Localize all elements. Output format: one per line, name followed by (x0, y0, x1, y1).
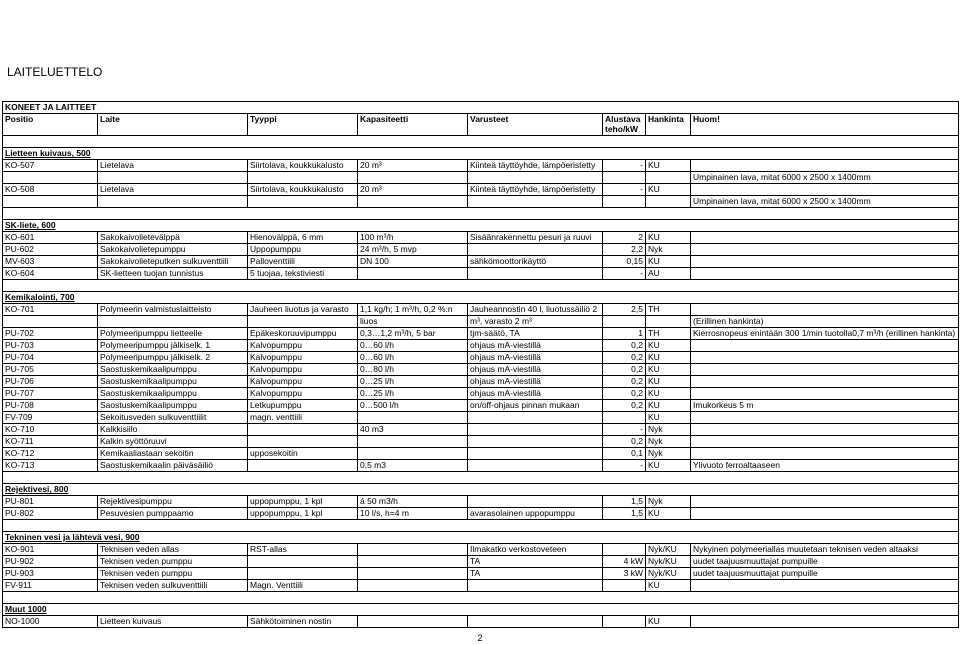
cell-laite: Kemikaaliastaan sekoitin (98, 448, 248, 460)
cell-laite (98, 316, 248, 328)
cell-pos: PU-703 (3, 340, 98, 352)
cell-tyyppi: magn. venttiili (248, 412, 358, 424)
cell-pos: FV-709 (3, 412, 98, 424)
cell-var (468, 268, 603, 280)
cell-kap (358, 436, 468, 448)
cell-var: Ilmakatko verkostoveteen (468, 544, 603, 556)
cell-huom (691, 244, 959, 256)
cell-laite (98, 172, 248, 184)
cell-var (468, 424, 603, 436)
cell-kap: 0…500 l/h (358, 400, 468, 412)
group-title: Tekninen vesi ja lähtevä vesi, 900 (3, 532, 959, 544)
group-title: Kemikalointi, 700 (3, 292, 959, 304)
cell-teho: 1,5 (603, 508, 646, 520)
document-title: LAITELUETTELO (7, 65, 103, 79)
table-row (3, 316, 959, 328)
cell-huom: Ylivuoto ferroaltaaseen (691, 460, 959, 472)
cell-pos: KO-712 (3, 448, 98, 460)
cell-huom (691, 496, 959, 508)
cell-hank: KU (646, 256, 691, 268)
cell-teho: - (603, 460, 646, 472)
cell-huom: Nykyinen polymeeriallas muutetaan teknisen veden altaaksi (691, 544, 959, 556)
cell-hank (646, 196, 691, 208)
cell-teho (603, 616, 646, 628)
cell-var (468, 448, 603, 460)
cell-laite: Saostuskemikaalin päiväsäiliö (98, 460, 248, 472)
table-row (3, 616, 959, 628)
table-row (3, 340, 959, 352)
cell-teho: 0,2 (603, 352, 646, 364)
cell-huom (691, 448, 959, 460)
cell-teho: 0,2 (603, 388, 646, 400)
spacer (3, 208, 959, 220)
cell-hank: KU (646, 412, 691, 424)
cell-huom (691, 424, 959, 436)
table-row (3, 256, 959, 268)
cell-kap: 0,3…1,2 m³/h, 5 bar (358, 328, 468, 340)
cell-kap (358, 268, 468, 280)
cell-huom (691, 160, 959, 172)
cell-laite: Teknisen veden pumppu (98, 556, 248, 568)
cell-hank: Nyk (646, 496, 691, 508)
cell-var: sähkömoottorikäyttö (468, 256, 603, 268)
cell-hank: Nyk (646, 424, 691, 436)
table-row (3, 424, 959, 436)
cell-var: ohjaus mA-viestillä (468, 388, 603, 400)
cell-hank: KU (646, 160, 691, 172)
author: Kiuru Rautiainen Oy (868, 0, 958, 11)
cell-laite: SK-lietteen tuojan tunnistus (98, 268, 248, 280)
cell-pos: MV-603 (3, 256, 98, 268)
cell-hank (646, 316, 691, 328)
group-title: SK-liete, 600 (3, 220, 959, 232)
cell-huom: Umpinainen lava, mitat 6000 x 2500 x 1400mm (691, 196, 959, 208)
column-header: Tyyppi (248, 114, 358, 136)
cell-hank: KU (646, 232, 691, 244)
cell-teho: - (603, 424, 646, 436)
table-row (3, 328, 959, 340)
cell-tyyppi: Siirtolava, koukkukalusto (248, 160, 358, 172)
cell-laite: Saostuskemikaalipumppu (98, 364, 248, 376)
cell-huom (691, 232, 959, 244)
cell-var: Sisäänrakennettu pesuri ja ruuvi (468, 232, 603, 244)
cell-teho: 0,2 (603, 340, 646, 352)
project-title: PITÄMÄN JÄTEVEDENPUHDISTAMON SANEERAUS (306, 12, 654, 28)
cell-huom (691, 256, 959, 268)
cell-tyyppi: Epäkeskoruuvipumppu (248, 328, 358, 340)
cell-laite: Sekoitusveden sulkuventtiilit (98, 412, 248, 424)
cell-laite: Lietelava (98, 184, 248, 196)
cell-hank: KU (646, 340, 691, 352)
table-row (3, 160, 959, 172)
cell-hank: Nyk/KU (646, 544, 691, 556)
cell-var (468, 244, 603, 256)
cell-laite: Polymeeripumppu jälkiselk. 1 (98, 340, 248, 352)
cell-teho (603, 544, 646, 556)
table-row (3, 556, 959, 568)
cell-teho: 3 kW (603, 568, 646, 580)
spacer (3, 472, 959, 484)
group-title: Rejektivesi, 800 (3, 484, 959, 496)
cell-kap: liuos (358, 316, 468, 328)
cell-pos: KO-507 (3, 160, 98, 172)
table-row (3, 388, 959, 400)
cell-laite: Polymeeripumppu lietteelle (98, 328, 248, 340)
cell-huom (691, 304, 959, 316)
cell-teho: 2 (603, 232, 646, 244)
cell-huom (691, 412, 959, 424)
equipment-table (2, 101, 959, 628)
cell-huom: Kierrosnopeus enintään 300 1/min tuotolla0,7 m³/h (erillinen hankinta) (691, 328, 959, 340)
cell-hank: Nyk/KU (646, 556, 691, 568)
cell-var (468, 460, 603, 472)
cell-pos: PU-801 (3, 496, 98, 508)
cell-hank: AU (646, 268, 691, 280)
table-row (3, 352, 959, 364)
cell-hank: KU (646, 352, 691, 364)
cell-tyyppi: Letkupumppu (248, 400, 358, 412)
cell-var: TA (468, 556, 603, 568)
cell-pos: KO-701 (3, 304, 98, 316)
cell-laite: Rejektivesipumppu (98, 496, 248, 508)
cell-tyyppi (248, 556, 358, 568)
table-row (3, 244, 959, 256)
cell-laite: Sakokaivolietepumppu (98, 244, 248, 256)
table-row (3, 376, 959, 388)
cell-huom (691, 340, 959, 352)
cell-pos: NO-1000 (3, 616, 98, 628)
cell-kap (358, 568, 468, 580)
cell-kap: 1,1 kg/h; 1 m³/h, 0,2 %:n (358, 304, 468, 316)
table-row (3, 196, 959, 208)
cell-tyyppi: uppopumppu, 1 kpl (248, 496, 358, 508)
cell-tyyppi: Kalvopumppu (248, 376, 358, 388)
table-row (3, 568, 959, 580)
cell-teho: 2,5 (603, 304, 646, 316)
cell-var (468, 580, 603, 592)
cell-hank: KU (646, 184, 691, 196)
table-row (3, 304, 959, 316)
cell-teho: 4 kW (603, 556, 646, 568)
cell-tyyppi: Uppopumppu (248, 244, 358, 256)
cell-kap (358, 412, 468, 424)
cell-laite: Polymeerin valmistuslaitteisto (98, 304, 248, 316)
cell-kap (358, 172, 468, 184)
table-row (3, 544, 959, 556)
cell-kap: 24 m³/h, 5 mvp (358, 244, 468, 256)
cell-pos: KO-710 (3, 424, 98, 436)
cell-var (468, 496, 603, 508)
cell-kap: 10 l/s, h=4 m (358, 508, 468, 520)
cell-var: ohjaus mA-viestillä (468, 340, 603, 352)
cell-tyyppi: Jauheen liuotus ja varasto (248, 304, 358, 316)
table-row (3, 268, 959, 280)
cell-var (468, 412, 603, 424)
cell-var: Jauheannostin 40 l, liuotussäiliö 2 (468, 304, 603, 316)
table-row (3, 580, 959, 592)
column-header: Laite (98, 114, 248, 136)
cell-tyyppi (248, 424, 358, 436)
cell-var: avarasolainen uppopumppu (468, 508, 603, 520)
table-row (3, 172, 959, 184)
cell-pos: PU-704 (3, 352, 98, 364)
cell-pos: PU-802 (3, 508, 98, 520)
cell-var (468, 616, 603, 628)
cell-huom (691, 616, 959, 628)
cell-pos: KO-901 (3, 544, 98, 556)
cell-laite: Sakokaivolieteputken sulkuventtiili (98, 256, 248, 268)
cell-huom (691, 268, 959, 280)
cell-pos: FV-911 (3, 580, 98, 592)
cell-hank: Nyk (646, 448, 691, 460)
cell-laite: Lietelava (98, 160, 248, 172)
cell-pos: PU-903 (3, 568, 98, 580)
cell-pos: PU-705 (3, 364, 98, 376)
column-header: Alustava teho/kW (603, 114, 646, 136)
spacer (3, 592, 959, 604)
page-number: 2 (477, 633, 483, 643)
cell-laite: Teknisen veden allas (98, 544, 248, 556)
cell-pos: KO-713 (3, 460, 98, 472)
cell-tyyppi (248, 172, 358, 184)
column-header: Hankinta (646, 114, 691, 136)
cell-laite: Sakokaivolietevälppä (98, 232, 248, 244)
cell-pos: PU-706 (3, 376, 98, 388)
cell-var: ohjaus mA-viestillä (468, 364, 603, 376)
org-name: Suomussalmen kunta (2, 0, 137, 15)
cell-hank: KU (646, 400, 691, 412)
cell-hank: KU (646, 376, 691, 388)
table-row (3, 400, 959, 412)
cell-teho: - (603, 268, 646, 280)
table-row (3, 364, 959, 376)
cell-laite: Kalkkisiilo (98, 424, 248, 436)
cell-laite: Polymeeripumppu jälkiselk. 2 (98, 352, 248, 364)
cell-tyyppi: Kalvopumppu (248, 352, 358, 364)
cell-hank: Nyk/KU (646, 568, 691, 580)
table-row (3, 184, 959, 196)
cell-hank: TH (646, 304, 691, 316)
cell-teho: 0,2 (603, 436, 646, 448)
cell-huom (691, 436, 959, 448)
cell-tyyppi: Palloventtiili (248, 256, 358, 268)
cell-pos: KO-601 (3, 232, 98, 244)
cell-teho (603, 172, 646, 184)
group-title: Lietteen kuivaus, 500 (3, 148, 959, 160)
cell-kap: 0…60 l/h (358, 340, 468, 352)
cell-tyyppi: Siirtolava, koukkukalusto (248, 184, 358, 196)
cell-tyyppi (248, 196, 358, 208)
cell-huom: Umpinainen lava, mitat 6000 x 2500 x 1400mm (691, 172, 959, 184)
cell-kap: á 50 m3/h (358, 496, 468, 508)
column-header: Varusteet (468, 114, 603, 136)
cell-var (468, 172, 603, 184)
cell-laite: Saostuskemikaalipumppu (98, 376, 248, 388)
table-row (3, 232, 959, 244)
cell-teho (603, 580, 646, 592)
table-row (3, 448, 959, 460)
cell-pos (3, 196, 98, 208)
table-section-title: KONEET JA LAITTEET (3, 102, 959, 114)
table-header-row (3, 114, 959, 136)
cell-teho: 0,2 (603, 400, 646, 412)
cell-laite: Teknisen veden sulkuventtiili (98, 580, 248, 592)
cell-huom (691, 508, 959, 520)
cell-kap: 0…25 l/h (358, 376, 468, 388)
cell-huom: uudet taajuusmuuttajat pumpuille (691, 556, 959, 568)
cell-teho (603, 316, 646, 328)
cell-laite: Pesuvesien pumppaamo (98, 508, 248, 520)
column-header: Huom! (691, 114, 959, 136)
cell-hank: KU (646, 364, 691, 376)
spacer (3, 280, 959, 292)
cell-tyyppi (248, 316, 358, 328)
cell-pos: KO-604 (3, 268, 98, 280)
cell-var: ohjaus mA-viestillä (468, 352, 603, 364)
cell-kap (358, 448, 468, 460)
date: 31.12.2011 (908, 11, 958, 22)
cell-tyyppi: Kalvopumppu (248, 388, 358, 400)
cell-kap (358, 556, 468, 568)
cell-huom (691, 580, 959, 592)
column-header: Positio (3, 114, 98, 136)
cell-kap: 20 m³ (358, 184, 468, 196)
cell-teho: 1,5 (603, 496, 646, 508)
cell-var: on/off-ohjaus pinnan mukaan (468, 400, 603, 412)
cell-kap (358, 544, 468, 556)
cell-var: tjm-säätö, TA (468, 328, 603, 340)
cell-teho: 0,1 (603, 448, 646, 460)
cell-huom (691, 364, 959, 376)
spacer (3, 136, 959, 148)
cell-kap (358, 580, 468, 592)
cell-huom: (Erillinen hankinta) (691, 316, 959, 328)
cell-tyyppi: Kalvopumppu (248, 364, 358, 376)
cell-hank: KU (646, 580, 691, 592)
column-header: Kapasiteetti (358, 114, 468, 136)
cell-kap: 0…80 l/h (358, 364, 468, 376)
cell-laite: Saostuskemikaalipumppu (98, 400, 248, 412)
cell-pos: PU-902 (3, 556, 98, 568)
cell-pos: PU-602 (3, 244, 98, 256)
table-row (3, 460, 959, 472)
cell-var (468, 436, 603, 448)
cell-teho: 0,2 (603, 376, 646, 388)
cell-pos (3, 316, 98, 328)
cell-kap: 100 m³/h (358, 232, 468, 244)
cell-kap: 0…25 l/h (358, 388, 468, 400)
cell-pos: PU-708 (3, 400, 98, 412)
cell-teho (603, 412, 646, 424)
cell-var: ohjaus mA-viestillä (468, 376, 603, 388)
cell-teho: - (603, 160, 646, 172)
table-row (3, 496, 959, 508)
cell-huom (691, 352, 959, 364)
cell-hank: KU (646, 388, 691, 400)
cell-hank (646, 172, 691, 184)
cell-kap (358, 616, 468, 628)
cell-teho: - (603, 184, 646, 196)
cell-hank: KU (646, 616, 691, 628)
cell-var: m³, varasto 2 m³ (468, 316, 603, 328)
cell-tyyppi: Hienovälppä, 6 mm (248, 232, 358, 244)
cell-tyyppi (248, 436, 358, 448)
cell-kap: 0,5 m3 (358, 460, 468, 472)
cell-laite: Teknisen veden pumppu (98, 568, 248, 580)
cell-laite (98, 196, 248, 208)
cell-laite: Kalkin syöttöruuvi (98, 436, 248, 448)
cell-tyyppi: RST-allas (248, 544, 358, 556)
cell-kap: 0…60 l/h (358, 352, 468, 364)
cell-var (468, 196, 603, 208)
cell-var: Kiinteä täyttöyhde, lämpöeristetty (468, 184, 603, 196)
cell-teho: 2,2 (603, 244, 646, 256)
group-title: Muut 1000 (3, 604, 959, 616)
cell-hank: TH (646, 328, 691, 340)
cell-tyyppi: Magn. Venttiili (248, 580, 358, 592)
table-row (3, 412, 959, 424)
cell-tyyppi (248, 568, 358, 580)
cell-pos: KO-711 (3, 436, 98, 448)
cell-teho (603, 196, 646, 208)
cell-tyyppi: Sähkötoiminen nostin (248, 616, 358, 628)
cell-pos: PU-707 (3, 388, 98, 400)
cell-tyyppi: Kalvopumppu (248, 340, 358, 352)
cell-hank: KU (646, 508, 691, 520)
cell-tyyppi (248, 460, 358, 472)
cell-tyyppi: uppopumppu, 1 kpl (248, 508, 358, 520)
cell-pos: PU-702 (3, 328, 98, 340)
cell-tyyppi: 5 tuojaa, tekstiviesti (248, 268, 358, 280)
cell-pos: KO-508 (3, 184, 98, 196)
cell-teho: 1 (603, 328, 646, 340)
cell-tyyppi: upposekoitin (248, 448, 358, 460)
cell-pos (3, 172, 98, 184)
table-row (3, 508, 959, 520)
cell-hank: Nyk (646, 244, 691, 256)
cell-huom (691, 388, 959, 400)
cell-hank: KU (646, 460, 691, 472)
cell-teho: 0,15 (603, 256, 646, 268)
cell-hank: Nyk (646, 436, 691, 448)
cell-var: TA (468, 568, 603, 580)
cell-laite: Lietteen kuivaus (98, 616, 248, 628)
cell-laite: Saostuskemikaalipumppu (98, 388, 248, 400)
spacer (3, 520, 959, 532)
cell-teho: 0,2 (603, 364, 646, 376)
cell-huom: uudet taajuusmuuttajat pumpuille (691, 568, 959, 580)
cell-huom: Imukorkeus 5 m (691, 400, 959, 412)
table-row (3, 436, 959, 448)
cell-huom (691, 184, 959, 196)
cell-kap: 40 m3 (358, 424, 468, 436)
cell-kap: 20 m³ (358, 160, 468, 172)
cell-kap: DN 100 (358, 256, 468, 268)
cell-huom (691, 376, 959, 388)
cell-var: Kiinteä täyttöyhde, lämpöeristetty (468, 160, 603, 172)
cell-kap (358, 196, 468, 208)
